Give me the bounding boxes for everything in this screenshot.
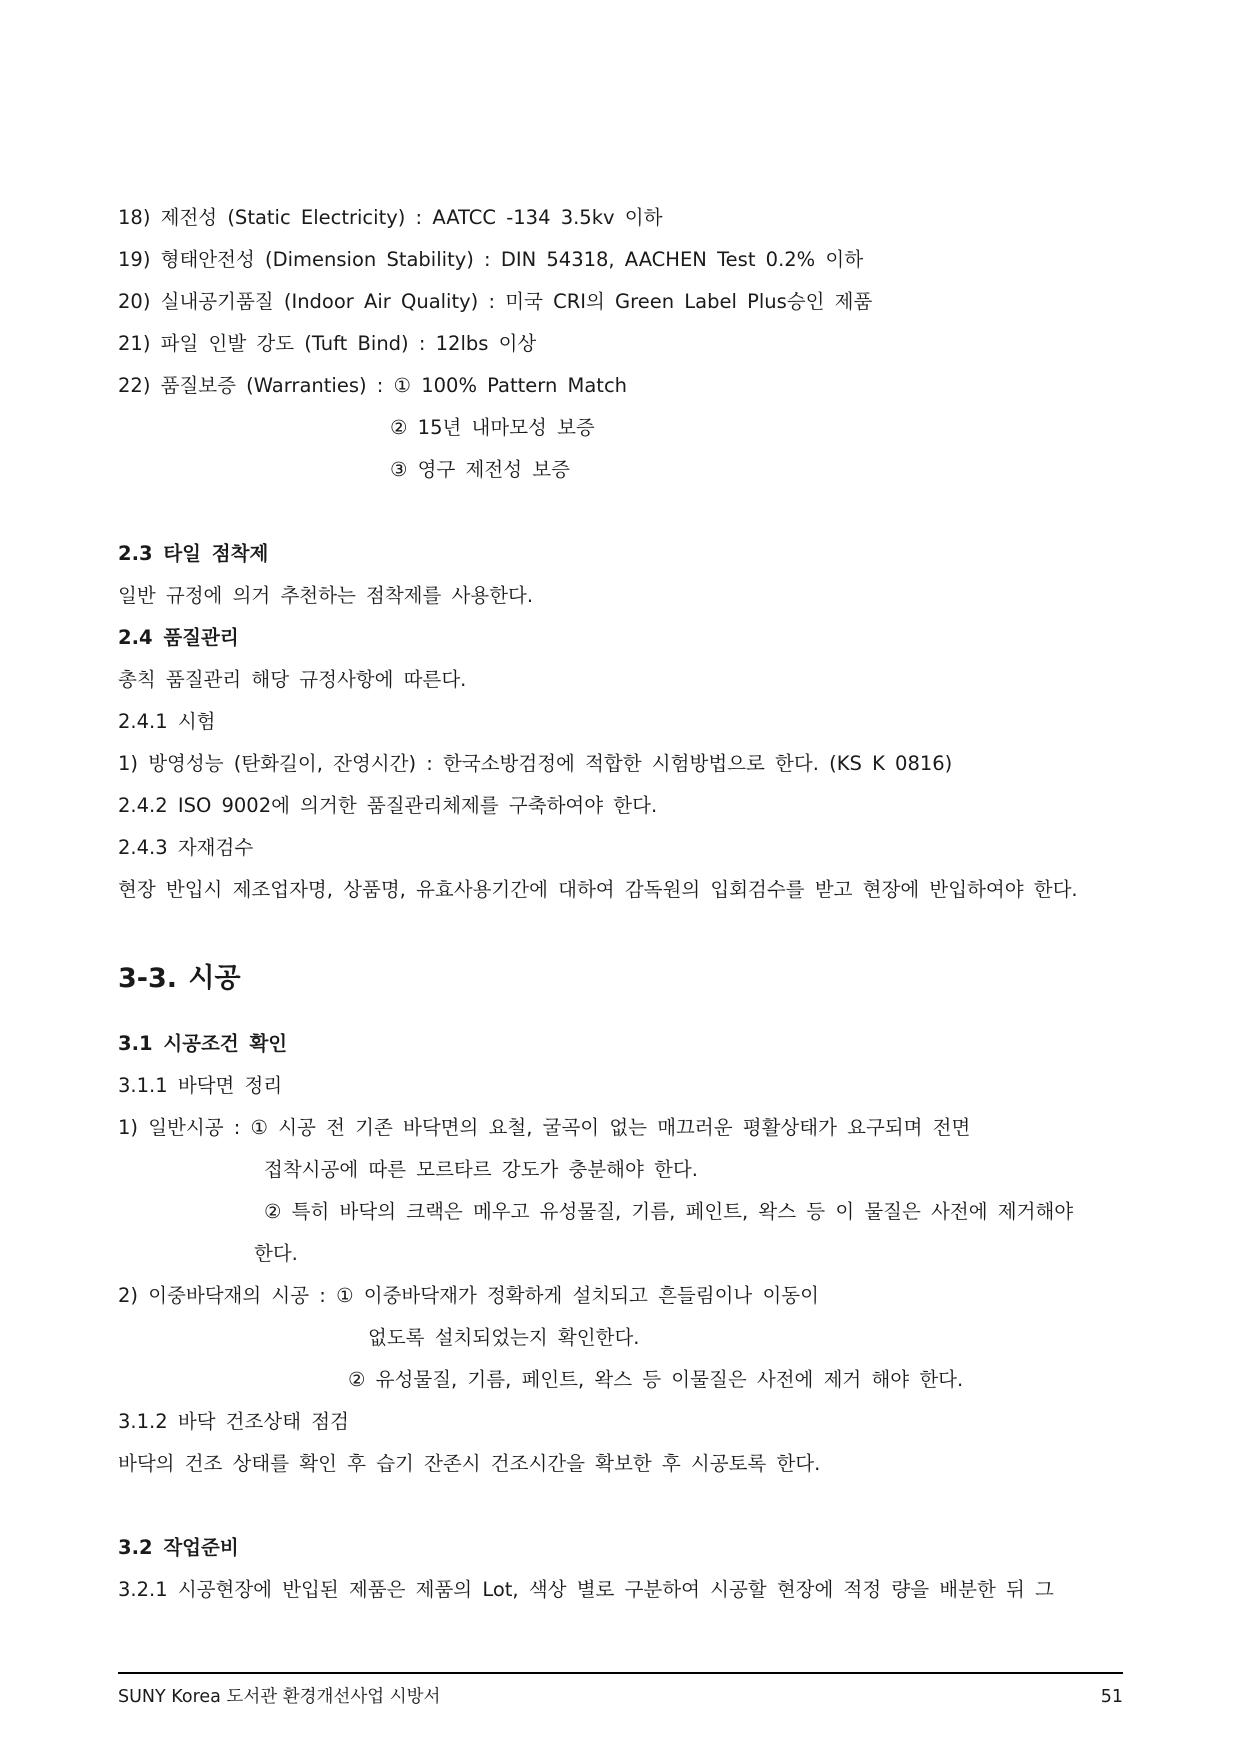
subsection-3-1-1: 3.1.1 바닥면 정리: [118, 1074, 283, 1097]
subsection-2-4-2: 2.4.2 ISO 9002에 의거한 품질관리체제를 구축하여야 한다.: [118, 794, 658, 817]
construction-item-2-line-3: ② 유성물질, 기름, 페인트, 왁스 등 이물질은 사전에 제거 해야 한다.: [348, 1368, 964, 1391]
construction-item-1-line-2: 접착시공에 따른 모르타르 강도가 충분해야 한다.: [264, 1158, 698, 1181]
construction-item-1-line-3: ② 특히 바닥의 크랙은 메우고 유성물질, 기름, 페인트, 왁스 등 이 물질은 사전에 제거해야: [264, 1200, 1074, 1223]
section-heading-3-2: 3.2 작업준비: [118, 1536, 239, 1559]
footer-document-title: SUNY Korea 도서관 환경개선사업 시방서: [118, 1687, 441, 1707]
construction-item-2-line-2: 없도록 설치되었는지 확인한다.: [368, 1326, 640, 1349]
subsection-2-4-1: 2.4.1 시험: [118, 710, 216, 733]
section-heading-3-1: 3.1 시공조건 확인: [118, 1032, 288, 1055]
section-heading-2-4: 2.4 품질관리: [118, 626, 239, 649]
section-text-3-1-2: 바닥의 건조 상태를 확인 후 습기 잔존시 건조시간을 확보한 후 시공토록 한다.: [118, 1452, 821, 1475]
section-text-2-4: 총칙 품질관리 해당 규정사항에 따른다.: [118, 668, 467, 691]
chapter-heading-3-3: 3-3. 시공: [118, 963, 241, 994]
spec-item-19: 19) 형태안전성 (Dimension Stability) : DIN 54318, AACHEN Test 0.2% 이하: [118, 248, 864, 271]
subsection-3-1-2: 3.1.2 바닥 건조상태 점검: [118, 1410, 349, 1433]
section-heading-2-3: 2.3 타일 점착제: [118, 542, 269, 565]
section-text-2-3: 일반 규정에 의거 추천하는 점착제를 사용한다.: [118, 584, 534, 607]
subsection-3-2-1: 3.2.1 시공현장에 반입된 제품은 제품의 Lot, 색상 별로 구분하여 시공할 현장에 적정 량을 배분한 뒤 그: [118, 1578, 1054, 1601]
subsection-2-4-3: 2.4.3 자재검수: [118, 836, 254, 859]
construction-item-2-line-1: 2) 이중바닥재의 시공 : ① 이중바닥재가 정확하게 설치되고 흔들림이나 이동이: [118, 1284, 819, 1307]
spec-item-22-warranty-2: ② 15년 내마모성 보증: [390, 416, 595, 439]
spec-item-20: 20) 실내공기품질 (Indoor Air Quality) : 미국 CRI의 Green Label Plus승인 제품: [118, 290, 873, 313]
test-item-1: 1) 방영성능 (탄화길이, 잔영시간) : 한국소방검정에 적합한 시험방법으로 한다. (KS K 0816): [118, 752, 953, 775]
construction-item-1-line-1: 1) 일반시공 : ① 시공 전 기존 바닥면의 요철, 굴곡이 없는 매끄러운 평활상태가 요구되며 전면: [118, 1116, 971, 1139]
construction-item-1-line-4: 한다.: [254, 1242, 298, 1265]
page-number: 51: [1100, 1687, 1123, 1707]
spec-item-18: 18) 제전성 (Static Electricity) : AATCC -134 3.5kv 이하: [118, 206, 663, 229]
spec-item-21: 21) 파일 인발 강도 (Tuft Bind) : 12lbs 이상: [118, 332, 537, 355]
spec-item-22: 22) 품질보증 (Warranties) : ① 100% Pattern Match: [118, 374, 628, 397]
section-text-2-4-3: 현장 반입시 제조업자명, 상품명, 유효사용기간에 대하여 감독원의 입회검수를 받고 현장에 반입하여야 한다.: [118, 878, 1078, 901]
footer-divider: [118, 1672, 1123, 1674]
spec-item-22-warranty-3: ③ 영구 제전성 보증: [390, 458, 570, 481]
